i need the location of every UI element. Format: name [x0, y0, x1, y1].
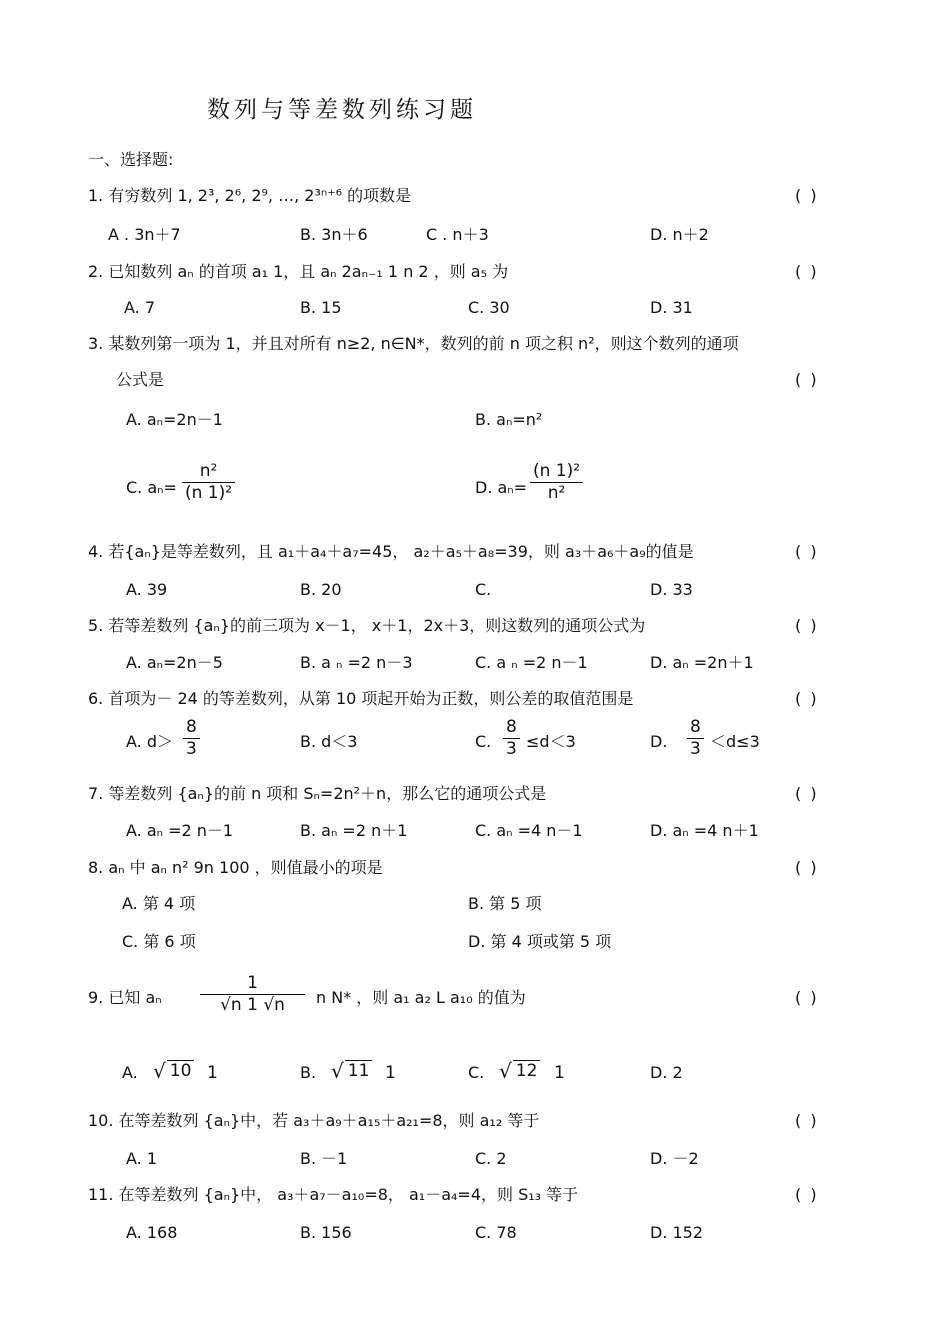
fraction-denominator: 3	[690, 739, 701, 759]
q11-option-d: D. 152	[650, 1223, 704, 1242]
q8-option-b: B. 第 5 项	[468, 894, 542, 913]
fraction-denominator: n²	[547, 483, 566, 503]
answer-blank-6: ( )	[795, 689, 819, 708]
q11-option-a: A. 168	[126, 1223, 178, 1242]
question-9-stem-start: 9. 已知 aₙ	[88, 988, 162, 1007]
fraction-numerator: 8	[506, 717, 517, 737]
sqrt-icon: √	[331, 1059, 344, 1083]
question-4-stem: 4. 若{aₙ}是等差数列，且 a₁＋a₄＋a₇=45， a₂＋a₅＋a₈=39，则 a₃＋a₆＋a₉的值是	[88, 542, 694, 561]
question-8-stem: 8. aₙ 中 aₙ n² 9n 100 ，则值最小的项是	[88, 858, 383, 877]
q6-option-c: C.	[475, 732, 492, 751]
q9-option-b-tail: 1	[385, 1063, 396, 1083]
radicand: 11	[345, 1060, 373, 1081]
answer-blank-1: ( )	[795, 186, 819, 205]
q9-option-c-radical	[499, 1060, 540, 1081]
fraction-denominator	[217, 996, 288, 1015]
q4-option-b: B. 20	[300, 580, 342, 599]
sqrt-icon: √	[499, 1059, 512, 1083]
q9-option-b-radical	[331, 1060, 372, 1081]
q10-option-b: B. －1	[300, 1149, 348, 1168]
q4-option-a: A. 39	[126, 580, 168, 599]
answer-blank-4: ( )	[795, 542, 819, 561]
sqrt-icon: √	[153, 1059, 166, 1083]
q2-option-c: C. 30	[468, 298, 510, 317]
q6-option-a-fraction	[183, 718, 200, 759]
q7-option-a: A. aₙ =2 n－1	[126, 821, 234, 840]
q9-option-d: D. 2	[650, 1063, 683, 1082]
answer-blank-2: ( )	[795, 262, 819, 281]
q3-option-d-fraction	[530, 462, 583, 503]
answer-blank-3: ( )	[795, 370, 819, 389]
fraction-denominator: 3	[186, 739, 197, 759]
question-2-stem: 2. 已知数列 aₙ 的首项 a₁ 1，且 aₙ 2aₙ₋₁ 1 n 2 ，则 a₅ 为	[88, 262, 509, 281]
q2-option-d: D. 31	[650, 298, 693, 317]
q8-option-c: C. 第 6 项	[122, 932, 196, 951]
q11-option-b: B. 156	[300, 1223, 352, 1242]
q6-option-c-fraction	[503, 718, 520, 759]
q9-option-a: A.	[122, 1063, 138, 1082]
radicand: 10	[167, 1060, 195, 1081]
q6-option-d-fraction	[687, 718, 704, 759]
q7-option-c: C. aₙ =4 n－1	[475, 821, 583, 840]
q3-option-b: B. aₙ=n²	[475, 410, 543, 429]
question-11-stem: 11. 在等差数列 {aₙ}中， a₃＋a₇－a₁₀=8， a₁－a₄=4，则 S₁₃ 等于	[88, 1185, 579, 1204]
q4-option-c: C.	[475, 580, 492, 599]
q3-option-d-label: D. aₙ=	[475, 478, 528, 497]
q2-option-b: B. 15	[300, 298, 342, 317]
q2-option-a: A. 7	[124, 298, 156, 317]
sqrt-icon: √	[263, 995, 275, 1015]
page-title: 数列与等差数列练习题	[207, 97, 477, 123]
q9-option-a-radical	[153, 1060, 194, 1081]
fraction-numerator: 1	[247, 973, 258, 993]
q7-option-d: D. aₙ =4 n＋1	[650, 821, 759, 840]
q3-option-a: A. aₙ=2n－1	[126, 410, 223, 429]
radicand: n	[274, 995, 285, 1015]
q8-option-d: D. 第 4 项或第 5 项	[468, 932, 612, 951]
fraction-denominator: 3	[506, 739, 517, 759]
fraction-numerator: 8	[186, 717, 197, 737]
answer-blank-11: ( )	[795, 1185, 819, 1204]
answer-blank-10: ( )	[795, 1111, 819, 1130]
q4-option-d: D. 33	[650, 580, 693, 599]
q6-option-d: D.	[650, 732, 668, 751]
question-5-stem: 5. 若等差数列 {aₙ}的前三项为 x－1， x＋1，2x＋3，则这数列的通项公式为	[88, 616, 646, 635]
q3-option-c-fraction	[182, 462, 235, 503]
fraction-numerator: (n 1)²	[533, 461, 581, 481]
question-6-stem: 6. 首项为－ 24 的等差数列，从第 10 项起开始为正数，则公差的取值范围是	[88, 689, 634, 708]
q6-option-d-inequality: ＜d≤3	[710, 732, 760, 751]
question-3-stem: 3. 某数列第一项为 1，并且对所有 n≥2, n∈N*，数列的前 n 项之积 n²，则这个数列的通项	[88, 334, 739, 353]
q1-option-b: B. 3n＋6	[300, 225, 368, 244]
sqrt-icon: √	[220, 995, 231, 1015]
q5-option-c: C. a ₙ =2 n－1	[475, 653, 588, 672]
fraction-numerator: 8	[690, 717, 701, 737]
q1-option-c: C . n＋3	[426, 225, 489, 244]
q8-option-a: A. 第 4 项	[122, 894, 196, 913]
question-7-stem: 7. 等差数列 {aₙ}的前 n 项和 Sₙ=2n²＋n，那么它的通项公式是	[88, 784, 547, 803]
q9-option-c: C.	[468, 1063, 485, 1082]
fraction-numerator: n²	[199, 461, 218, 481]
section-heading: 一、选择题:	[88, 150, 174, 169]
q11-option-c: C. 78	[475, 1223, 517, 1242]
q10-option-d: D. －2	[650, 1149, 699, 1168]
q1-option-a: A . 3n＋7	[108, 225, 181, 244]
radicand: n 1	[230, 995, 258, 1015]
q1-option-d: D. n＋2	[650, 225, 709, 244]
q9-option-c-tail: 1	[554, 1063, 565, 1083]
radicand: 12	[513, 1060, 541, 1081]
q5-option-b: B. a ₙ =2 n－3	[300, 653, 413, 672]
question-1-stem: 1. 有穷数列 1, 2³, 2⁶, 2⁹, …, 2³ⁿ⁺⁶ 的项数是	[88, 186, 412, 205]
answer-blank-8: ( )	[795, 858, 819, 877]
q10-option-a: A. 1	[126, 1149, 158, 1168]
q7-option-b: B. aₙ =2 n＋1	[300, 821, 408, 840]
q5-option-d: D. aₙ =2n＋1	[650, 653, 754, 672]
answer-blank-7: ( )	[795, 784, 819, 803]
q6-option-a: A. d＞	[126, 732, 173, 751]
q5-option-a: A. aₙ=2n－5	[126, 653, 223, 672]
q10-option-c: C. 2	[475, 1149, 507, 1168]
q9-term-fraction	[200, 974, 305, 1015]
q3-option-c-label: C. aₙ=	[126, 478, 177, 497]
answer-blank-9: ( )	[795, 988, 819, 1007]
question-3-stem-line2: 公式是	[116, 370, 165, 389]
answer-blank-5: ( )	[795, 616, 819, 635]
q6-option-c-inequality: ≤d＜3	[526, 732, 576, 751]
q9-option-b: B.	[300, 1063, 317, 1082]
q9-option-a-tail: 1	[207, 1063, 218, 1083]
q6-option-b: B. d＜3	[300, 732, 358, 751]
question-9-stem-end: n N* ，则 a₁ a₂ L a₁₀ 的值为	[316, 988, 526, 1007]
question-10-stem: 10. 在等差数列 {aₙ}中，若 a₃＋a₉＋a₁₅＋a₂₁=8，则 a₁₂ 等于	[88, 1111, 540, 1130]
fraction-denominator: (n 1)²	[185, 483, 233, 503]
